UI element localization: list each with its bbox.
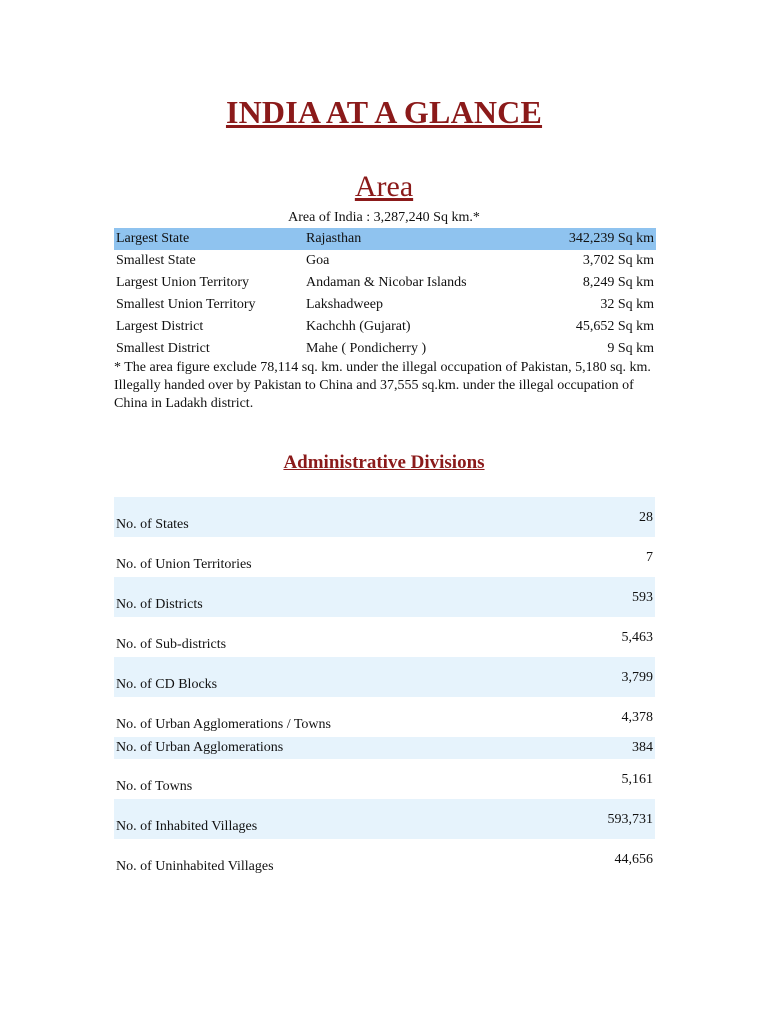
item-label: No. of Urban Agglomerations / Towns	[116, 717, 331, 732]
area-heading: Area	[354, 170, 414, 203]
list-item	[114, 657, 655, 697]
list-item	[114, 799, 655, 839]
page-title: INDIA AT A GLANCE	[225, 94, 543, 130]
row-value: 3,702 Sq km	[582, 253, 654, 268]
item-value: 384	[632, 740, 653, 755]
list-item	[114, 617, 655, 657]
row-name: Mahe ( Pondicherry )	[306, 341, 427, 356]
row-value: 8,249 Sq km	[582, 275, 654, 290]
row-name: Goa	[306, 253, 330, 268]
list-item	[114, 497, 655, 537]
row-label: Largest State	[114, 228, 304, 250]
list-item	[114, 537, 655, 577]
row-value: 342,239 Sq km	[528, 228, 656, 250]
item-value: 4,378	[621, 710, 653, 725]
row-name: Kachchh (Gujarat)	[306, 319, 411, 334]
list-item	[114, 759, 655, 799]
item-value: 28	[639, 510, 653, 525]
list-item	[114, 697, 655, 737]
item-value: 5,463	[621, 630, 653, 645]
row-value: 32 Sq km	[600, 297, 654, 312]
list-item	[114, 839, 655, 879]
item-label: No. of Union Territories	[116, 557, 252, 572]
item-label: No. of CD Blocks	[116, 677, 218, 692]
item-label: No. of Inhabited Villages	[116, 819, 258, 834]
item-label: No. of Uninhabited Villages	[116, 859, 274, 874]
table-row	[114, 316, 656, 338]
list-item	[114, 577, 655, 617]
row-value: 9 Sq km	[607, 341, 654, 356]
row-label: Smallest State	[116, 253, 196, 268]
table-row	[114, 228, 656, 250]
row-name: Lakshadweep	[306, 297, 383, 312]
area-footnote: * The area figure exclude 78,114 sq. km. under the illegal occupation of Pakistan, 5,180 sq. km. Illegally handed over by Pakistan to China and 37,555 sq.km. under the illegal occupation of China in Ladakh district.	[114, 360, 651, 411]
row-label: Largest District	[116, 319, 204, 334]
item-value: 44,656	[614, 852, 653, 867]
admin-heading: Administrative Divisions	[283, 452, 485, 473]
table-row	[114, 294, 656, 316]
row-name: Andaman & Nicobar Islands	[306, 275, 467, 290]
item-label: No. of Towns	[116, 779, 193, 794]
row-value: 45,652 Sq km	[575, 319, 654, 334]
item-value: 593,731	[607, 812, 653, 827]
row-name: Rajasthan	[304, 228, 528, 250]
area-table	[114, 228, 656, 360]
list-item	[114, 737, 655, 759]
admin-divisions-list	[114, 497, 655, 879]
row-label: Smallest District	[116, 341, 210, 356]
item-label: No. of States	[116, 517, 189, 532]
row-label: Smallest Union Territory	[116, 297, 256, 312]
row-label: Largest Union Territory	[116, 275, 250, 290]
table-row	[114, 338, 656, 360]
item-label: No. of Districts	[116, 597, 203, 612]
item-value: 5,161	[621, 772, 653, 787]
item-value: 3,799	[621, 670, 653, 685]
area-total: Area of India : 3,287,240 Sq km.*	[288, 210, 480, 225]
item-value: 593	[632, 590, 653, 605]
item-label: No. of Urban Agglomerations	[116, 740, 284, 755]
table-row	[114, 250, 656, 272]
item-label: No. of Sub-districts	[116, 637, 227, 652]
table-row	[114, 272, 656, 294]
item-value: 7	[646, 550, 653, 565]
